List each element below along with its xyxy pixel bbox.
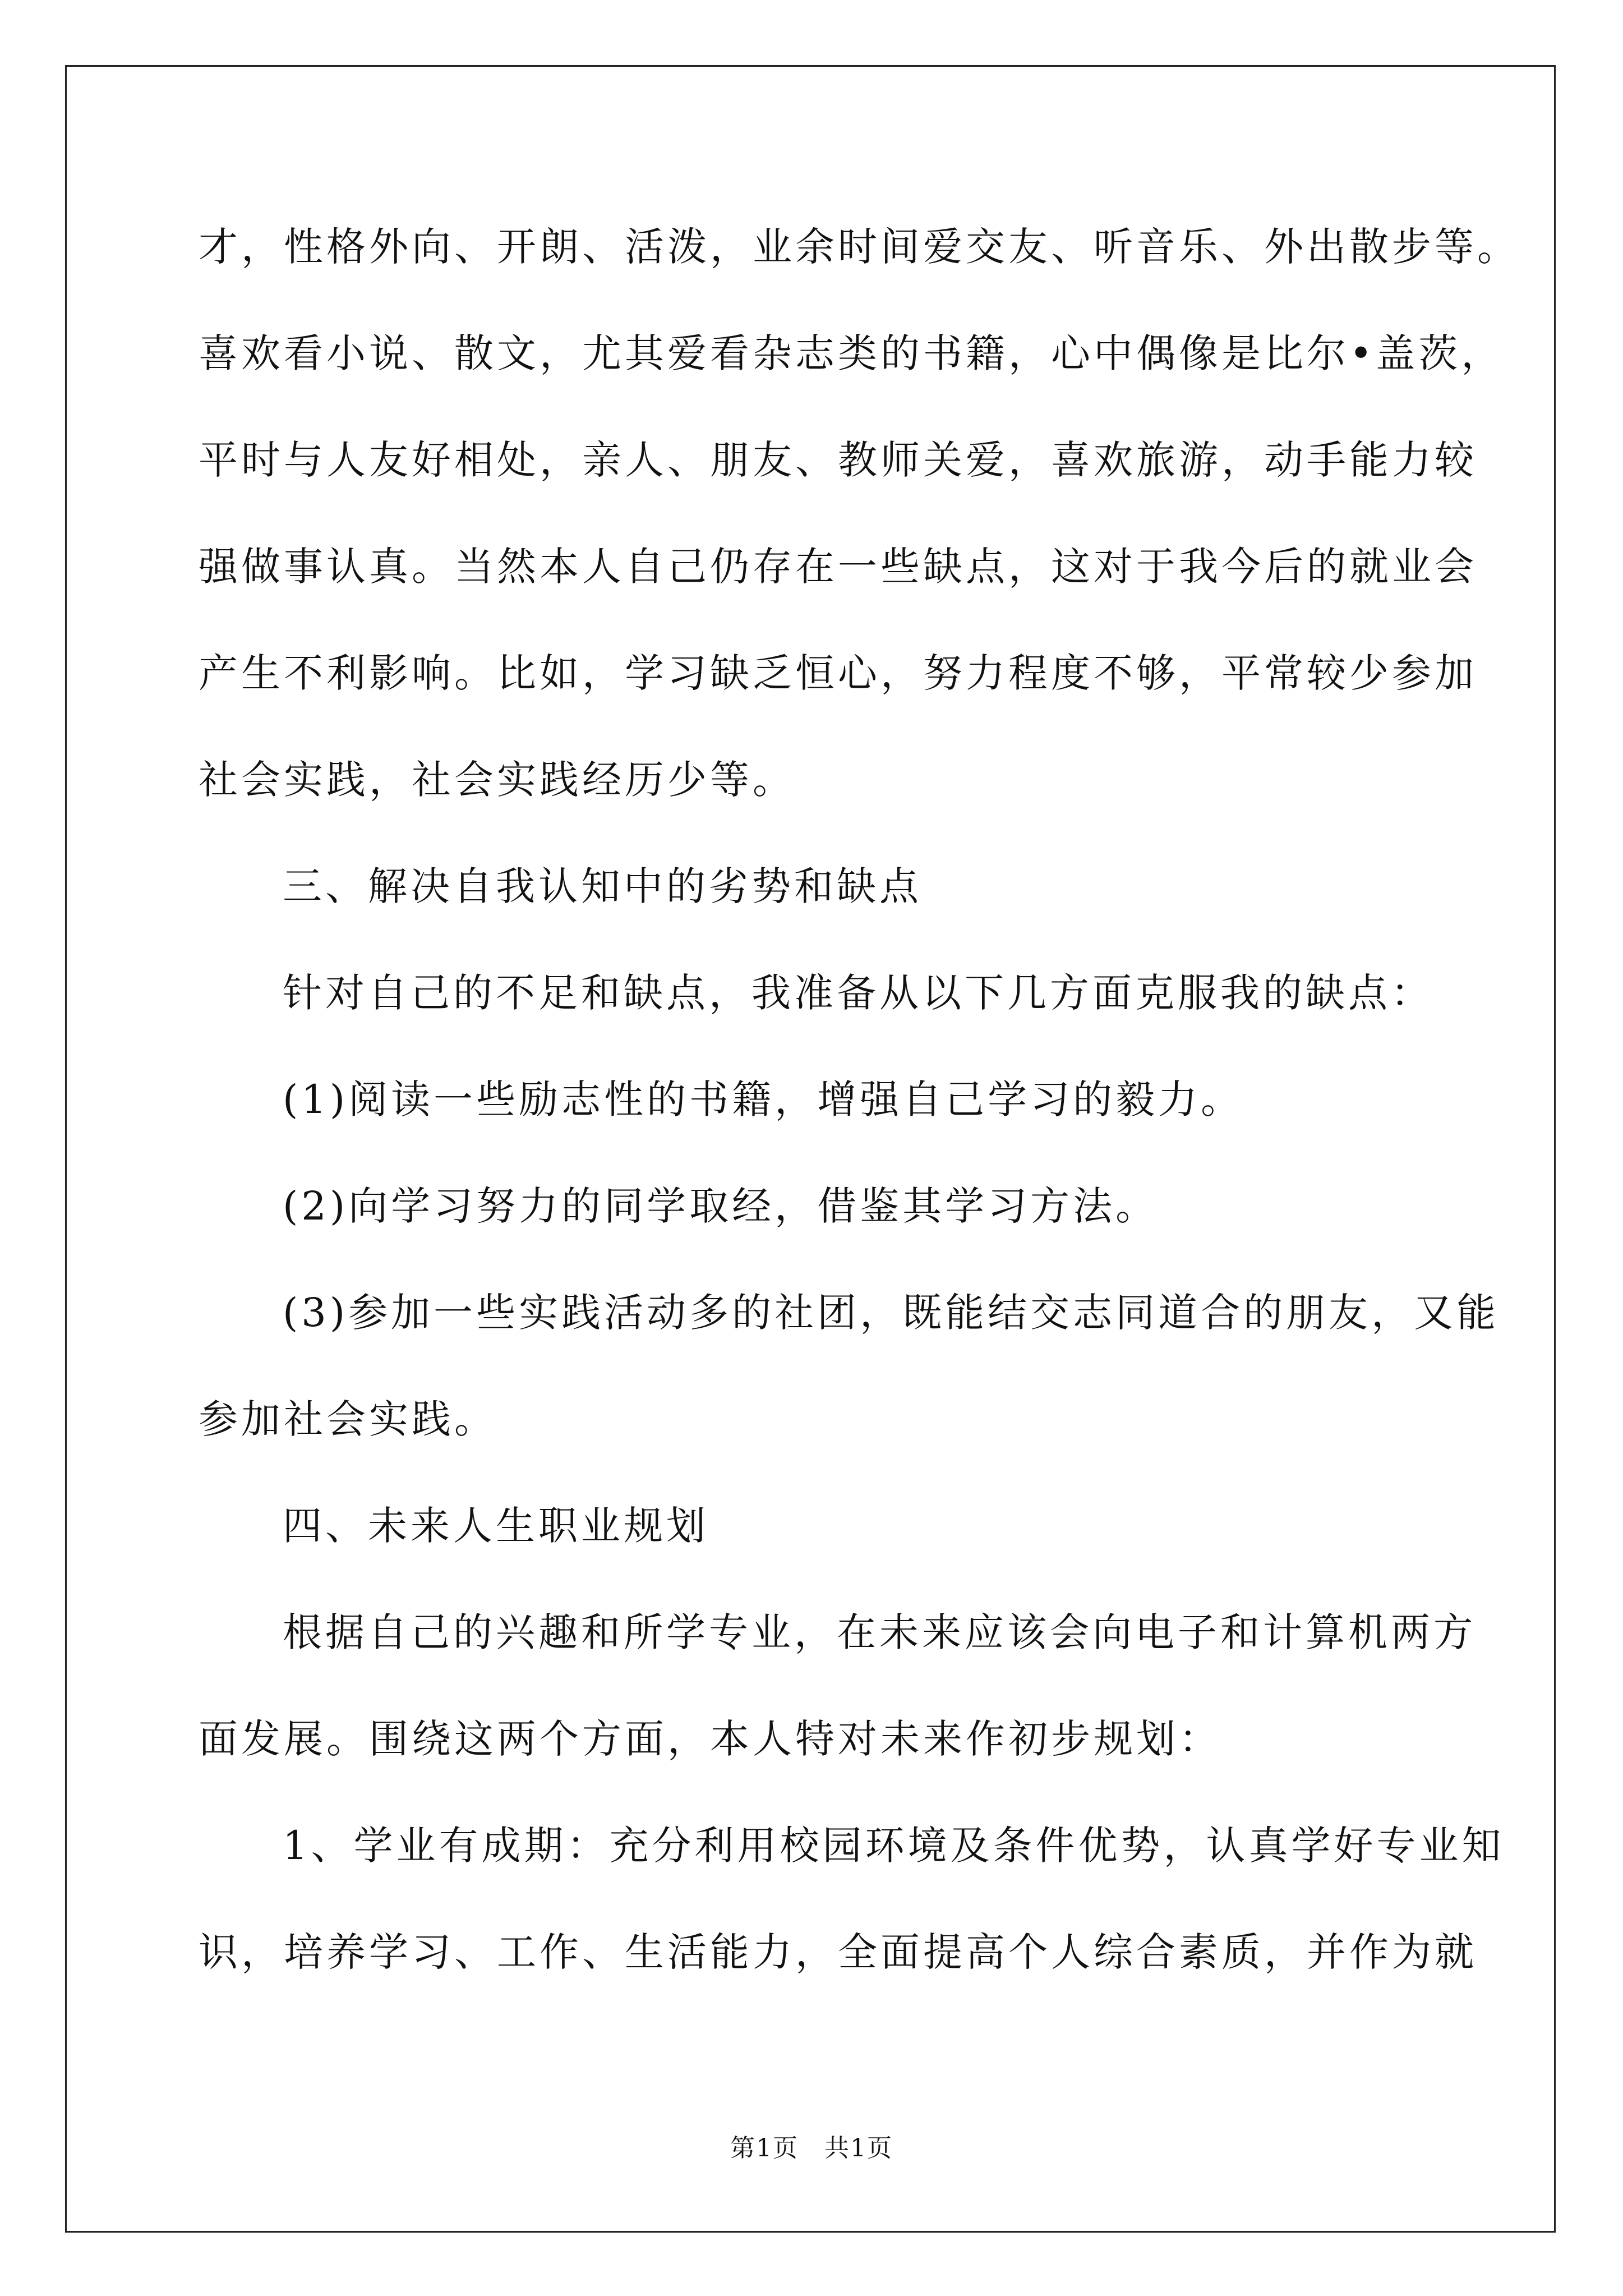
- text-line: 根据自己的兴趣和所学专业，在未来应该会向电子和计算机两方: [283, 1609, 1476, 1655]
- text-line: 才，性格外向、开朗、活泼，业余时间爱交友、听音乐、外出散步等。: [199, 224, 1520, 270]
- text-line: 社会实践，社会实践经历少等。: [199, 757, 795, 803]
- text-line: 面发展。围绕这两个方面，本人特对未来作初步规划：: [199, 1716, 1221, 1762]
- page-border: [65, 65, 1556, 2233]
- list-item: (3)参加一些实践活动多的社团，既能结交志同道合的朋友，又能: [283, 1290, 1500, 1336]
- list-item: 1、学业有成期：充分利用校园环境及条件优势，认真学好专业知: [283, 1823, 1505, 1869]
- list-item: (1)阅读一些励志性的书籍，增强自己学习的毅力。: [283, 1076, 1244, 1122]
- section-heading: 四、未来人生职业规划: [283, 1503, 709, 1549]
- text-line: 强做事认真。当然本人自己仍存在一些缺点，这对于我今后的就业会: [199, 544, 1477, 590]
- page-footer: 第1页 共1页: [730, 2134, 893, 2162]
- text-line: 平时与人友好相处，亲人、朋友、教师关爱，喜欢旅游，动手能力较: [199, 437, 1477, 483]
- text-line: 参加社会实践。: [199, 1396, 497, 1442]
- section-heading: 三、解决自我认知中的劣势和缺点: [283, 863, 922, 909]
- text-line: 针对自己的不足和缺点，我准备从以下几方面克服我的缺点：: [283, 970, 1433, 1016]
- text-line: 识，培养学习、工作、生活能力，全面提高个人综合素质，并作为就: [199, 1929, 1477, 1975]
- text-line: 喜欢看小说、散文，尤其爱看杂志类的书籍，心中偶像是比尔•盖茨，: [199, 330, 1504, 376]
- list-item: (2)向学习努力的同学取经，借鉴其学习方法。: [283, 1183, 1159, 1229]
- text-line: 产生不利影响。比如，学习缺乏恒心，努力程度不够，平常较少参加: [199, 650, 1477, 696]
